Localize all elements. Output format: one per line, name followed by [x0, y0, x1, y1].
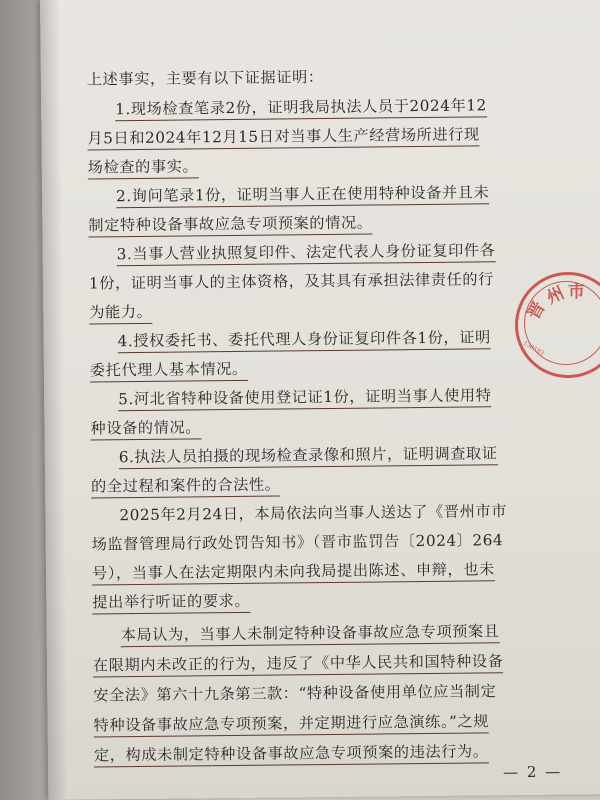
- seal-char: 州: [543, 283, 568, 309]
- text-line: 制定特种设备事故应急专项预案的情况。: [88, 213, 372, 238]
- text-line: 3.当事人营业执照复印件、法定代表人身份证复印件各: [117, 240, 496, 266]
- text-line: 提出举行听证的要求。: [92, 591, 250, 615]
- document-page: [40, 0, 600, 800]
- text-line: 上述事实，主要有以下证据证明：: [86, 68, 324, 89]
- text-line: 的全过程和案件的合法性。: [91, 475, 281, 499]
- text-line: 定，构成未制定特种设备事故应急专项预案的违法行为。: [94, 741, 489, 767]
- text-line: 5.河北省特种设备使用登记证1份，证明当事人使用特: [118, 385, 491, 411]
- text-line: 特种设备事故应急专项预案，并定期进行应急演练。”之规: [93, 711, 489, 737]
- text-line: 6.执法人员拍摄的现场检查录像和照片，证明调查取证: [119, 443, 498, 469]
- seal-number: 130183: [521, 339, 546, 358]
- text-line: 2.询问笔录1份，证明当事人正在使用特种设备并且未: [116, 182, 489, 208]
- text-line: 安全法》第六十九条第三款：“特种设备使用单位应当制定: [93, 682, 497, 705]
- text-line: 本局认为，当事人未制定特种设备事故应急专项预案且: [121, 621, 500, 647]
- text-line: 4.授权委托书、委托代理人身份证复印件各1份，证明: [117, 327, 490, 353]
- text-line: 场监督管理局行政处罚告知书》（晋市监罚告〔2024〕264: [91, 531, 504, 554]
- text-line: 为能力。: [89, 302, 152, 325]
- text-line: 1.现场检查笔录2份，证明我局执法人员于2024年12: [115, 95, 487, 121]
- text-line: 在限期内未改正的行为，违反了《中华人民共和国特种设备: [93, 651, 504, 677]
- text-line: 委托代理人基本情况。: [90, 359, 248, 383]
- text-line: 号），当事人在法定期限内未向我局提出陈述、申辩，也未: [92, 559, 495, 585]
- seal-char: 晋: [523, 298, 550, 324]
- seal-char: 市: [568, 282, 585, 302]
- text-line: 2025年2月24日，本局依法向当事人送达了《晋州市市: [119, 502, 508, 525]
- text-line: 月5日和2024年12月15日对当事人生产经营场所进行现: [87, 124, 480, 150]
- text-line: 种设备的情况。: [90, 417, 201, 440]
- text-line: 1份，证明当事人的主体资格，及其具有承担法律责任的行: [88, 270, 494, 293]
- page-number: — 2 —: [503, 762, 563, 782]
- text-line: 场检查的事实。: [88, 156, 199, 179]
